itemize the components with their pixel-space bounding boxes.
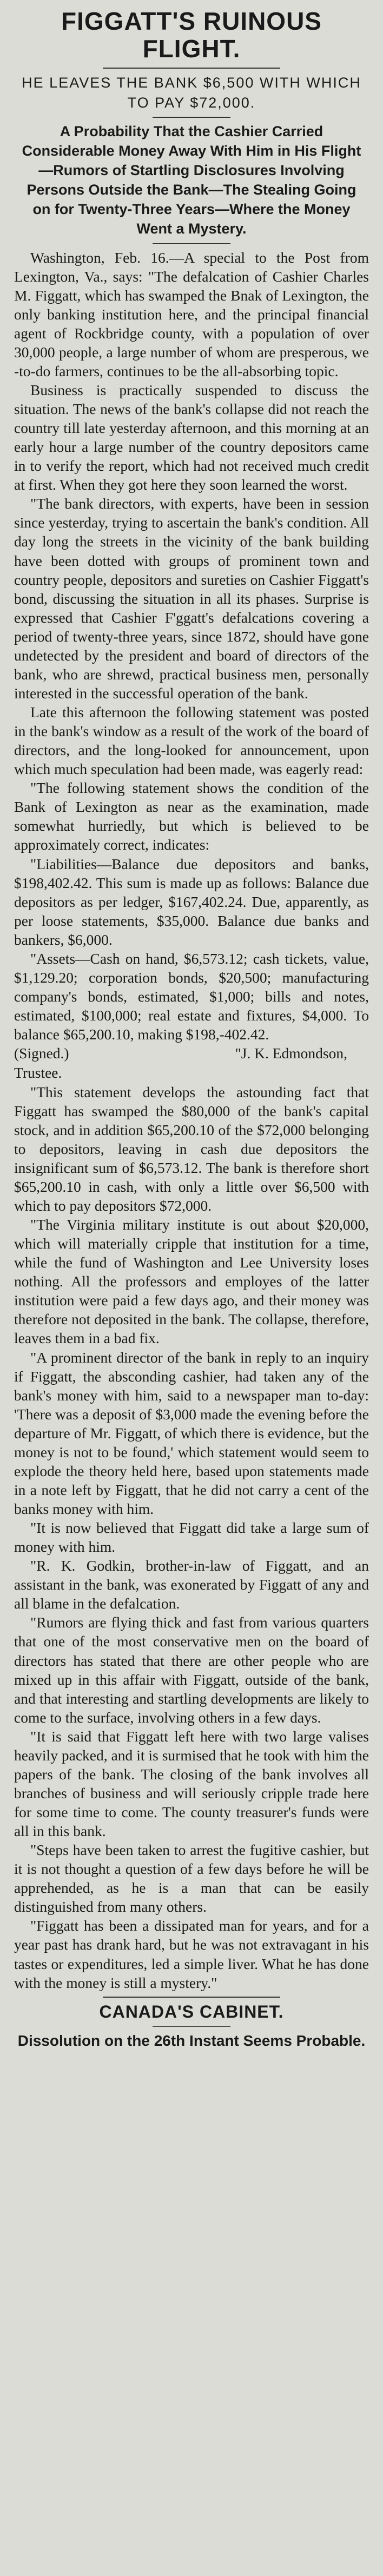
signature-title: Trustee. [14,1064,62,1081]
paragraph: "This statement develops the astounding fact that Figgatt has swamped the $80,000 of the bank's capital stock, and in addition $65,200.10 of the $72,000 belonging to depositors, leaving in cash due depositors the insignificant sum of $6,573.12. The bank is therefore short $65,200.10 in cash, with only a little over $6,500 with which to pay depositors $72,000. [14,1083,369,1214]
signature-name: "J. K. Edmondson, [235,1045,347,1062]
divider-rule [153,243,230,244]
paragraph: Washington, Feb. 16.—A special to the Post from Lexington, Va., says: "The defalcation of Cashier Charles M. Figgatt, which has swamped the Bnak of Lexington, the only banking institution here, and the principal financial agent of Rockbridge county, with a population of over 30,000 people, a large number of whom are presperous, we -to-do farmers, continues to be the all-absorbing topic. [14,249,369,379]
paragraph: "Assets—Cash on hand, $6,573.12; cash tickets, value, $1,129.20; corporation bonds, $20,500; manufacturing company's bonds, estimated, $1,000; bills and notes, estimated, $100,000; real estate and fixtures, $4,000. To balance $65,200.10, making $198,-402.42. [14,950,369,1043]
paragraph: "Liabilities—Balance due depositors and banks, $198,402.42. This sum is made up as follows: Balance due depositors as per ledger, $167,402.24. Due, apparently, as per loose statements, $35,000. Balance due banks and bankers, $6,000. [14,855,369,948]
subheadline: HE LEAVES THE BANK $6,500 WITH WHICH TO PAY $72,000. [22,75,361,111]
paragraph: "A prominent director of the bank in reply to an inquiry if Figgatt, the absconding cashier, had taken any of the bank's money with him, said to a newspaper man to-day: 'There was a deposit of $3,000 made the evening before the departure of Mr. Figgatt, of which there is evidence, but the money is not to be found,' which statement would seem to explode the theory held here, based upon statements made in a note left by Figgatt, that he did not carry a cent of the banks money with him. [14,1349,369,1517]
paragraph: "The bank directors, with experts, have been in session since yesterday, trying to ascertain the bank's condition. All day long the streets in the vicinity of the bank building have been dotted with groups of prominent town and country people, depositors and sureties on Cashier Figgatt's bond, discussing the situation in all its phases. Surprise is expressed that Cashier F'ggatt's defalcations covering a period of twenty-three years, since 1872, should have gone undetected by the president and board of directors of the bank, who are shrewd, practical business men, personally interested in the successful operation of the bank. [14,495,369,702]
signature-line [14,1044,369,1063]
next-article-deck: Dissolution on the 26th Instant Seems Probable. [17,2032,366,2049]
divider-rule [103,68,280,69]
deck: A Probability That the Cashier Carried Considerable Money Away With Him in His Flight—Rumors of Startling Disclosures Involving Persons Outside the Bank—The Stealing Going on for Twenty-Three Years—Where the Money Went a Mystery. [22,123,361,237]
paragraph: "It is said that Figgatt left here with two large valises heavily packed, and it is surmised that he took with him the papers of the bank. The closing of the bank involves all branches of business and will seriously cripple trade here for some time to come. The county treasurer's funds were all in this bank. [14,1727,369,1840]
article-body [14,248,369,1992]
paragraph: "The following statement shows the condition of the Bank of Lexington as near as the examination, made somewhat hurriedly, but which is believed to be approximately correct, indicates: [14,779,369,853]
headline: FIGGATT'S RUINOUS FLIGHT. [61,7,322,63]
paragraph: "R. K. Godkin, brother-in-law of Figgatt, and an assistant in the bank, was exonerated by Figgatt of any and all blame in the defalcation. [14,1557,369,1612]
next-article-headline: CANADA'S CABINET. [99,2001,284,2021]
paragraph: Late this afternoon the following statement was posted in the bank's window as a result of the work of the board of directors, and the long-looked for announcement, upon which much speculation had been made, was eagerly read: [14,704,369,778]
paragraph: "It is now believed that Figgatt did take a large sum of money with him. [14,1519,369,1556]
signature-prefix: (Signed.) [14,1045,69,1062]
paragraph: "The Virginia military institute is out about $20,000, which will materially cripple that institution for a time, while the fund of Washington and Lee University loses nothing. All the professors and employes of the latter institution were paid a few days ago, and their money was therefore not deposited in the bank. The collapse, therefore, leaves them in a bad fix. [14,1216,369,1347]
paragraph: "Rumors are flying thick and fast from various quarters that one of the most conservative men on the board of directors has stated that there are other people who are mixed up in this affair with Figgatt, outside of the bank, and that interesting and startling developments are likely to come to the surface, involving others in a few days. [14,1614,369,1726]
divider-rule [103,1997,280,1998]
divider-rule [153,117,230,118]
signature-block [14,1044,369,1083]
paragraph: "Figgatt has been a dissipated man for years, and for a year past has drank hard, but he was not extravagant in his tastes or expenditures, led a simple liver. What he has done with the money is still a mystery." [14,1917,369,1991]
paragraph: Business is practically suspended to discuss the situation. The news of the bank's collapse did not reach the country till late yesterday afternoon, and this morning at an early hour a large number of the country depositors came in to verify the report, which had not received much credit at first. When they got here they soon learned the worst. [14,381,369,493]
paragraph: "Steps have been taken to arrest the fugitive cashier, but it is not thought a question of a few days before he will be apprehended, as he is a man that can be easily distinguished from many others. [14,1841,369,1916]
divider-rule [153,2026,230,2027]
